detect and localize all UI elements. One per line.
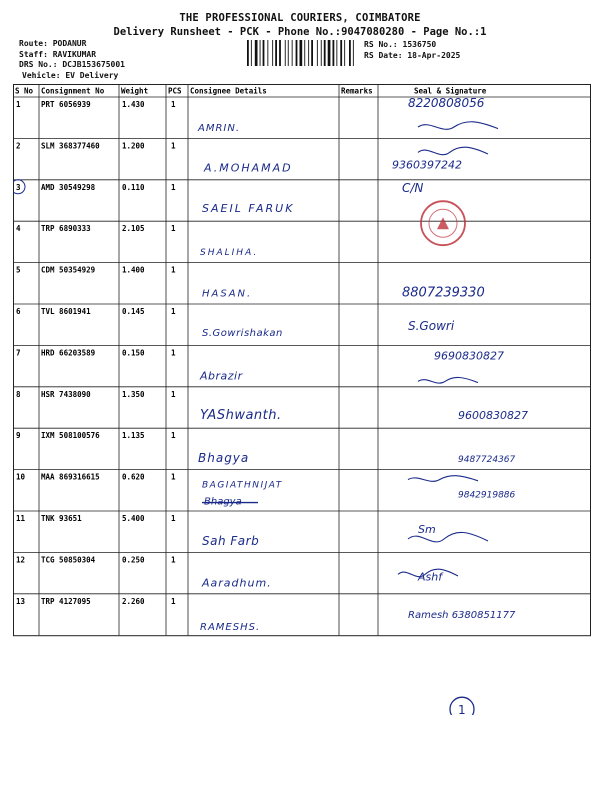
col-consignment: Consignment No	[41, 86, 105, 96]
cell-consignee-handwritten: SHALIHA.	[200, 248, 259, 259]
cell-weight: 5.400	[122, 514, 145, 523]
cell-pcs: 1	[171, 514, 176, 523]
vehicle-label: Vehicle: EV Delivery	[22, 70, 119, 80]
table-row	[13, 304, 591, 339]
cell-weight: 0.250	[122, 555, 145, 565]
cell-signature-handwritten: Ashf	[418, 570, 443, 584]
table-row	[13, 511, 591, 548]
cell-consignment: HSR 7438090	[41, 389, 91, 399]
col-signature: Seal & Signature	[414, 86, 487, 96]
cell-sno: 12	[16, 555, 26, 565]
cell-sno: 4	[16, 224, 21, 234]
cell-consignee-handwritten: YAShwanth.	[200, 407, 282, 423]
cell-signature-handwritten: Sm	[418, 523, 436, 536]
col-pcs: PCS	[168, 86, 182, 96]
cell-pcs: 1	[171, 307, 176, 316]
cell-signature-handwritten: 9360397242	[392, 158, 462, 172]
signature-scribble-2	[418, 147, 488, 155]
cell-consignment: TNK 93651	[41, 514, 82, 523]
cell-weight: 0.150	[122, 348, 145, 358]
cell-signature-handwritten: 8220808056	[408, 96, 485, 110]
bottom-circled-mark	[450, 697, 474, 715]
col-sno: S No	[15, 86, 34, 96]
cell-pcs: 1	[171, 141, 176, 151]
cell-sno: 11	[16, 514, 26, 523]
cell-consignee-handwritten: Aaradhum.	[202, 576, 272, 590]
cell-consignee-handwritten: A.MOHAMAD	[204, 161, 293, 175]
table-row	[13, 345, 591, 382]
col-remarks: Remarks	[341, 86, 373, 96]
cell-consignee-handwritten: HASAN.	[202, 288, 253, 300]
cell-signature-handwritten: 9600830827	[458, 408, 528, 422]
cell-consignment: HRD 66203589	[41, 348, 96, 358]
meta-left	[19, 39, 125, 81]
table-row	[13, 552, 591, 589]
cell-consignment: TRP 4127095	[41, 596, 91, 606]
cell-weight: 1.200	[122, 141, 145, 151]
cell-sno: 13	[16, 596, 26, 606]
cell-consignment: PRT 6056939	[41, 100, 91, 109]
table-row	[13, 221, 591, 258]
cell-signature-handwritten: Ramesh 6380851177	[408, 609, 516, 621]
table-row	[13, 470, 591, 501]
runsheet-subtitle: Delivery Runsheet - PCK - Phone No.:9047080280 - Page No.:1	[113, 26, 487, 38]
cell-signature-handwritten: 9487724367	[458, 455, 516, 466]
col-consignee: Consignee Details	[190, 86, 267, 96]
cell-consignee-handwritten: BAGIATHNIJAT	[202, 480, 283, 491]
meta-right	[364, 40, 460, 61]
cell-weight: 2.260	[122, 596, 145, 606]
cell-consignment: TVL 8601941	[41, 307, 91, 316]
cell-consignment: SLM 368377460	[41, 141, 100, 151]
cell-sno: 7	[16, 348, 21, 358]
seal-stamp-emblem	[437, 217, 449, 229]
struck-name: Bhagya	[204, 496, 242, 508]
cell-signature-handwritten: 9842919886	[458, 490, 516, 501]
cell-pcs: 1	[171, 182, 176, 192]
signature-scribble-1	[418, 122, 498, 130]
cell-pcs: 1	[171, 100, 176, 109]
table-row	[13, 428, 591, 465]
cell-consignee-handwritten: Abrazir	[200, 369, 243, 383]
route-label: Route: PODANUR	[19, 39, 87, 48]
cell-pcs: 1	[171, 265, 176, 275]
cell-pcs: 1	[171, 472, 176, 482]
cell-consignee-handwritten: RAMESHS.	[200, 621, 261, 633]
cell-signature-handwritten: 9690830827	[434, 349, 504, 363]
cell-signature-handwritten: 8807239330	[402, 285, 485, 301]
cell-weight: 1.350	[122, 389, 145, 399]
cell-weight: 1.135	[122, 431, 145, 441]
cell-consignee-handwritten: SAEIL FARUK	[202, 201, 295, 215]
cell-weight: 0.145	[122, 307, 145, 316]
cell-consignment: AMD 30549298	[41, 182, 96, 192]
cell-weight: 1.430	[122, 100, 145, 109]
cell-signature-handwritten: S.Gowri	[408, 319, 455, 333]
rs-number: RS No.: 1536750	[364, 40, 437, 49]
cell-weight: 2.105	[122, 224, 145, 234]
cell-sno: 8	[16, 389, 21, 399]
rs-date: RS Date: 18-Apr-2025	[364, 50, 461, 60]
cell-weight: 0.620	[122, 472, 145, 482]
cell-pcs: 1	[171, 596, 176, 606]
signature-scribble-7	[418, 377, 478, 383]
cell-consignment: TRP 6890333	[41, 224, 91, 234]
cell-consignment: CDM 50354929	[41, 265, 96, 275]
table-row	[16, 96, 485, 134]
cell-sno: 5	[16, 265, 21, 275]
cell-consignee-handwritten: AMRIN.	[198, 123, 241, 134]
cell-weight: 1.400	[122, 265, 145, 275]
cell-consignment: TCG 50850304	[41, 555, 96, 565]
cell-signature-handwritten: C/N	[402, 180, 424, 195]
cell-sno: 9	[16, 431, 21, 441]
table-row	[13, 594, 591, 633]
signature-scribble-10	[408, 476, 478, 482]
cell-pcs: 1	[171, 348, 176, 358]
bottom-mark-text: 1	[458, 703, 466, 715]
cell-sno: 1	[16, 100, 21, 109]
cell-pcs: 1	[171, 431, 176, 441]
staff-label: Staff: RAVIKUMAR	[19, 49, 97, 59]
cell-pcs: 1	[171, 555, 176, 565]
table-row	[13, 180, 591, 215]
cell-sno: 2	[16, 141, 21, 151]
cell-consignee-handwritten: Sah Farb	[202, 534, 260, 548]
company-title: THE PROFESSIONAL COURIERS, COIMBATORE	[179, 12, 421, 24]
barcode	[247, 40, 355, 66]
cell-sno: 6	[16, 307, 21, 316]
cell-consignment: MAA 869316615	[41, 472, 100, 482]
cell-consignment: IXM 508100576	[41, 431, 100, 441]
cell-consignee-handwritten: S.Gowrishakan	[202, 328, 283, 339]
cell-weight: 0.110	[122, 182, 145, 192]
drs-label: DRS No.: DCJB153675001	[19, 60, 125, 69]
table-row	[13, 387, 591, 423]
cell-sno: 10	[16, 472, 26, 482]
table-row	[13, 138, 591, 174]
cell-sno: 3	[16, 182, 21, 192]
cell-pcs: 1	[171, 389, 176, 399]
cell-consignee-handwritten: Bhagya	[198, 451, 250, 466]
table-row	[13, 263, 591, 301]
cell-pcs: 1	[171, 224, 176, 234]
runsheet-table	[13, 84, 591, 715]
col-weight: Weight	[121, 86, 149, 96]
